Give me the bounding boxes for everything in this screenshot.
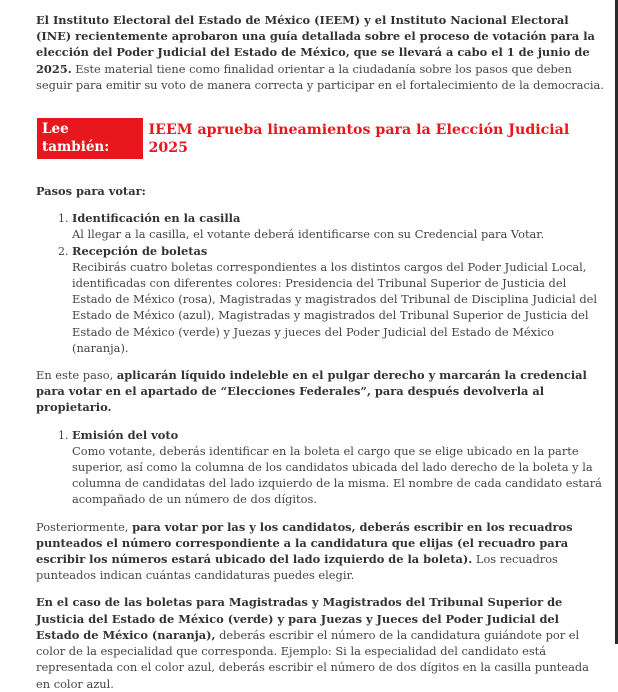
read-also-link[interactable]: IEEM aprueba lineamientos para la Elección Judicial 2025 [148,121,570,156]
step-title: Recepción de boletas [72,243,208,258]
ink-intro-text: En este paso, [36,368,117,383]
special-paragraph [36,594,604,691]
step-item [72,210,604,242]
vote-bold-text: para votar por las y los candidatos, deberás escribir en los recuadros punteados el número correspondiente a la candidatura que elijas (el recuadro para escribir los números estará ubicado del lado izquierdo de la boleta). [36,519,573,567]
steps-list [36,210,604,356]
steps-heading-text: Pasos para votar: [36,184,146,199]
step-text: Como votante, deberás identificar en la boleta el cargo que se elige ubicado en la parte superior, así como la columna de los candidatos ubicada del lado derecho de la boleta y la columna de candidatas del lado izquierdo de la misma. El nombre de cada candidato estará acompañado de un número de dos dígitos. [72,443,602,507]
read-also-banner [37,118,604,159]
read-also-tag: Lee también: [37,118,143,159]
article-body [36,12,604,692]
step-title: Identificación en la casilla [72,211,241,226]
special-text: deberás escribir el número de la candidatura guiándote por el color de la especialidad que corresponda. Ejemplo: Si la especialidad del candidato está representada con el color azul, deberás escribir el número de dos dígitos en la casilla punteada en color azul. [36,627,589,691]
step-title: Emisión del voto [72,427,179,442]
intro-bold-text: El Instituto Electoral del Estado de México (IEEM) y el Instituto Nacional Electoral (INE) recientemente aprobaron una guía detallada sobre el proceso de votación para la elección del Poder Judicial del Estado de México, que se llevará a cabo el 1 de junio de 2025. [36,13,595,76]
ink-paragraph [36,367,604,416]
vote-intro-text: Posteriormente, [36,519,133,534]
intro-text: Este material tiene como finalidad orientar a la ciudadanía sobre los pasos que deben seguir para emitir su voto de manera correcta y participar en el fortalecimiento de la democracia. [36,61,604,92]
step-text: Al llegar a la casilla, el votante deberá identificarse con su Credencial para Votar. [72,227,545,242]
vote-text: Los recuadros punteados indican cuántas candidaturas puedes elegir. [36,552,558,583]
vote-paragraph [36,519,604,584]
steps-heading [36,183,604,199]
ink-bold-text: aplicarán líquido indeleble en el pulgar derecho y marcarán la credencial para votar en el apartado de “Elecciones Federales”, para después devolverla al propietario. [36,368,587,415]
step-item [72,427,604,508]
steps-list-continued [36,427,604,508]
step-item [72,243,604,356]
step-text: Recibirás cuatro boletas correspondientes a los distintos cargos del Poder Judicial Local, identificadas con diferentes colores: Presidencia del Tribunal Superior de Justicia del Estado de México (rosa), Magistradas y magistrados del Tribunal de Disciplina Judicial del Estado de México (azul), Magistradas y magistrados del Tribunal Superior de Justicia del Estado de México (verde) y Juezas y jueces del Poder Judicial del Estado de México (naranja). [72,259,598,355]
special-bold-text: En el caso de las boletas para Magistradas y Magistrados del Tribunal Superior de Justicia del Estado de México (verde) y para Juezas y Jueces del Poder Judicial del Estado de México (naranja), [36,595,563,642]
intro-paragraph [36,12,604,93]
